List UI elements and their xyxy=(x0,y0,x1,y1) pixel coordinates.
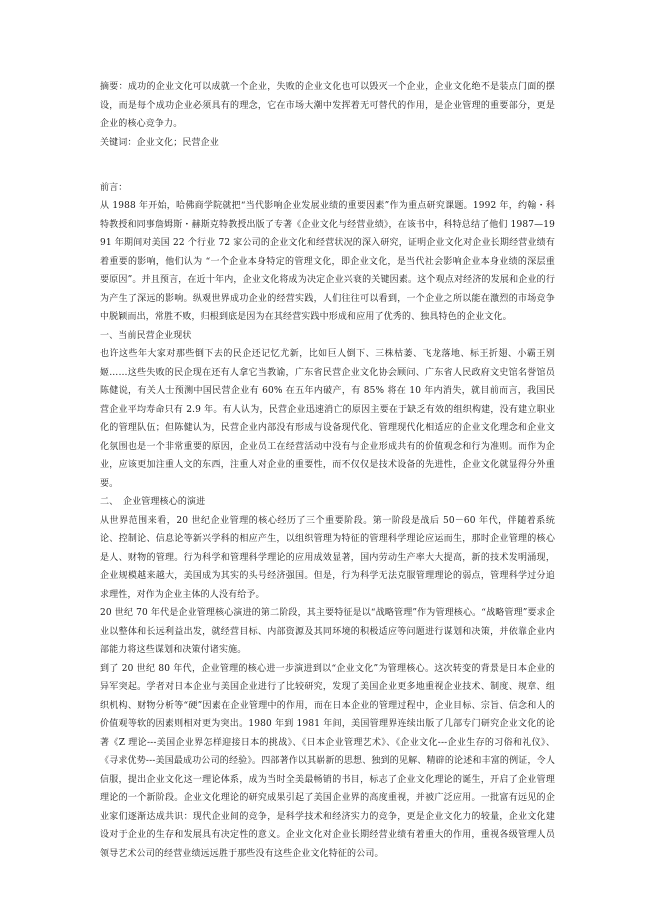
section-2-paragraph-3: 到了 20 世纪 80 年代，企业管理的核心进一步演进到以“企业文化”为管理核心。这次转变的背景是日本企业的异军突起。学者对日本企业与美国企业进行了比较研究，发现了美国企业更多地重视企业技术、制度、规章、组织机构、财物分析等“硬”因素在企业管理中的作用，而在日本企业的管理过程中，企业目标、宗旨、信念和人的价值观等软的因素则相对更为突出。1980 年到 1981 年间，美国管理界连续出版了几部专门研究企业文化的论著《Z 理论---美国企业界怎样迎接日本的挑战》、《日本企业管理艺术》、《企业文化---企业生存的习俗和礼仪》、《寻求优势---美国最成功公司的经验》。四部著作以其崭新的思想、独到的见解、精辟的论述和丰富的例证，令人信服，提出企业文化这一理论体系，成为当时全美最畅销的书目，标志了企业文化理论的诞生，开启了企业管理理论的一个新阶段。企业文化理论的研究成果引起了美国企业界的高度重视，并被广泛应用。一批富有远见的企业家们逐渐达成共识：现代企业间的竞争，是科学技术和经济实力的竞争，更是企业文化力的较量，企业文化建设对于企业的生存和发展具有决定性的意义。企业文化对企业长期经营业绩有着重大的作用，重视各级管理人员领导艺术公司的经营业绩远远胜于那些没有这些企业文化特征的公司。 xyxy=(100,663,555,859)
keywords: 关键词：企业文化；民营企业 xyxy=(100,137,219,148)
section-2-paragraph-2: 20 世纪 70 年代是企业管理核心演进的第二阶段，其主要特征是以“战略管理”作为管理核心。“战略管理”要求企业以整体和长远利益出发，就经营目标、内部资源及其同环境的积极适应等问题进行谋划和决策，并依靠企业内部能力将这些谋划和决策付诸实施。 xyxy=(100,608,555,655)
section-2-heading: 二、 企业管理核心的演进 xyxy=(100,497,206,507)
section-1-heading: 一、当前民营企业现状 xyxy=(100,330,192,341)
section-1-body: 也许这些年大家对那些倒下去的民企还记忆尤新，比如巨人倒下、三株枯萎、飞龙落地、标王折翅、小霸王别姬……这些失败的民企现在还有人拿它当教谕，广东省民营企业文化协会顾问、广东省人民政府文史馆名誉馆员陈健说，有关人士预测中国民营企业有 60% 在五年内破产，有 85% 将在 10 年内消失，就目前而言，我国民营企业平均寿命只有 2.9 年。有人认为，民营企业迅速消亡的原因主要在于缺乏有效的组织构建，没有建立职业化的管理队伍；但陈健认为，民营企业内部没有形成与设备现代化、管理现代化相适应的企业文化理念和企业文化氛围也是一个非常重要的原因，企业员工在经营活动中没有与企业形成共有的价值观念和行为准则。而作为企业，应该更加注重人文的东西，注重人对企业的重要性，而不仅仅是技术设备的先进性，企业文化就显得分外重要。 xyxy=(100,349,555,489)
abstract: 摘要：成功的企业文化可以成就一个企业，失败的企业文化也可以毁灭一个企业，企业文化绝不是装点门面的摆设，而是每个成功企业必须具有的理念，它在市场大潮中发挥着无可替代的作用，是企业管理的重要部分，更是企业的核心竞争力。 xyxy=(100,82,555,129)
preface-body: 从 1988 年开始，哈佛商学院就把“当代影响企业发展业绩的重要因素”作为重点研究课题。1992 年，约翰・科特教授和同事詹姆斯・赫斯克特教授出版了专著《企业文化与经营业绩》，在该书中，科特总结了他们 1987—1991 年期间对美国 22 个行业 72 家公司的企业文化和经营状况的深入研究，证明企业文化对企业长期经营业绩有着重要的影响，他们认为 “一个企业本身特定的管理文化，即企业文化，是当代社会影响企业本身业绩的深层重要原因”。并且预言，在近十年内，企业文化将成为决定企业兴衰的关键因素。这个观点对经济的发展和企业的行为产生了深远的影响。纵观世界成功企业的经营实践，人们往往可以看到，一个企业之所以能在激烈的市场竞争中脱颖而出，常胜不败，归根到底是因为在其经营实践中形成和应用了优秀的、独具特色的企业文化。 xyxy=(100,201,555,322)
document-body xyxy=(100,78,555,863)
section-2-paragraph-1: 从世界范围来看，20 世纪企业管理的核心经历了三个重要阶段。第一阶段是战后 50－60 年代，伴随着系统论、控制论、信息论等新兴学科的相应产生，以组织管理为特征的管理科学理论应运而生，那时企业管理的核心是人、财物的管理。行为科学和管理科学理论的应用成效显著，国内劳动生产率大大提高，新的技术发明涌现，企业规模越来越大，美国成为其实的头号经济强国。但是，行为科学无法克服管理理论的弱点，管理科学过分追求理性，对作为企业主体的人没有给予。 xyxy=(100,515,555,600)
preface-heading: 前言： xyxy=(100,182,128,193)
spacer xyxy=(100,152,555,171)
spacer xyxy=(100,171,555,179)
